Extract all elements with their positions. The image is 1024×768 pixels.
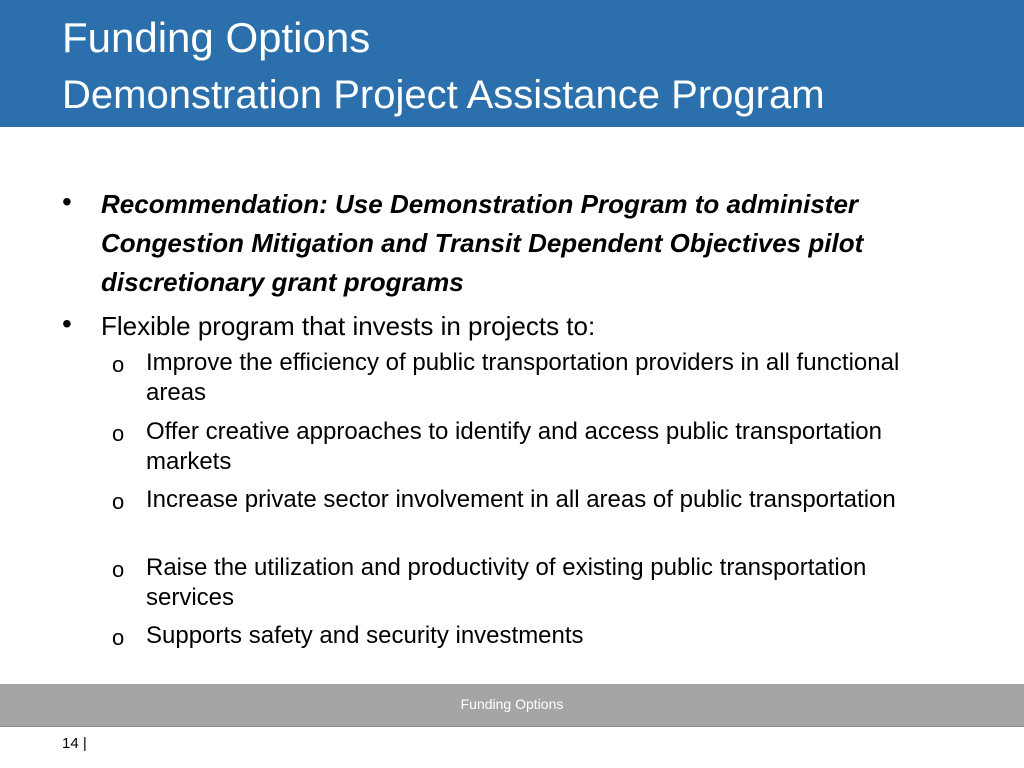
recommendation-text: Recommendation: Use Demonstration Program to administer Congestion Mitigation and Transit Dependent Objectives pilot discretionary grant programs <box>101 189 864 297</box>
sub-item-creative-approaches: Offer creative approaches to identify and access public transportation markets <box>146 418 882 475</box>
slide-subtitle: Demonstration Project Assistance Program <box>62 73 825 117</box>
sub-item-efficiency: Improve the efficiency of public transportation providers in all functional areas <box>146 349 900 406</box>
slide-title: Funding Options <box>62 14 371 61</box>
sub-item-safety: Supports safety and security investments <box>146 622 584 649</box>
bullet-marker: • <box>62 186 72 217</box>
sub-bullet-marker: o <box>112 421 125 446</box>
sub-bullet-marker: o <box>112 557 125 582</box>
sub-bullet-marker: o <box>112 625 125 650</box>
slide-header <box>0 0 1024 127</box>
sub-item-utilization: Raise the utilization and productivity of existing public transportation services <box>146 554 867 611</box>
sub-item-private-sector: Increase private sector involvement in all areas of public transportation <box>146 486 896 513</box>
page-number: 14 | <box>62 735 87 752</box>
footer-label: Funding Options <box>460 696 564 712</box>
sub-bullet-marker: o <box>112 352 125 377</box>
sub-bullet-marker: o <box>112 489 125 514</box>
flexible-program-text: Flexible program that invests in projects to: <box>101 311 596 341</box>
footer-band <box>0 684 1024 727</box>
bullet-marker: • <box>62 308 72 339</box>
